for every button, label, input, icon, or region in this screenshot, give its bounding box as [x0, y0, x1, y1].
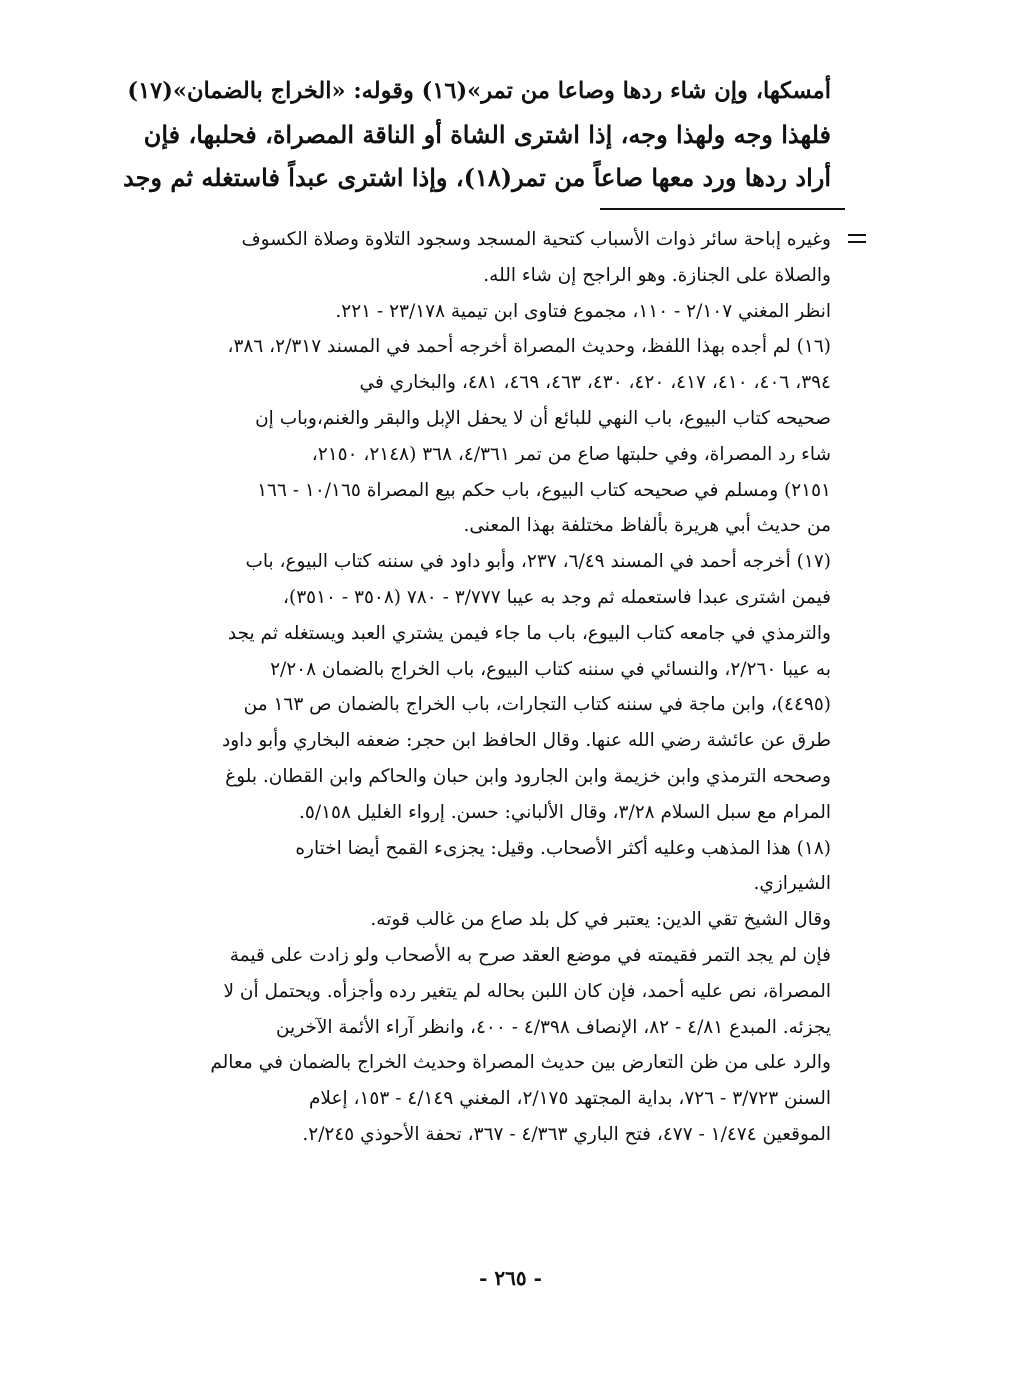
footnote-line: والصلاة على الجنازة. وهو الراجح إن شاء الله.: [483, 264, 831, 286]
footnote-line: الموقعين ١/٤٧٤ - ٤٧٧، فتح الباري ٤/٣٦٣ - ٣٦٧، تحفة الأحوذي ٢/٢٤٥.: [302, 1123, 831, 1145]
footnote-line: ٣٩٤، ٤٠٦، ٤١٠، ٤١٧، ٤٢٠، ٤٣٠، ٤٦٣، ٤٦٩، ٤٨١، والبخاري في: [359, 372, 831, 394]
footnote-line: شاء رد المصراة، وفي حلبتها صاع من تمر ٤/٣٦١، ٣٦٨ (٢١٤٨، ٢١٥٠،: [311, 443, 831, 465]
footnote-line: من حديث أبي هريرة بألفاظ مختلفة بهذا المعنى.: [463, 515, 831, 537]
footnote-line: والرد على من ظن التعارض بين حديث المصراة وحديث الخراج بالضمان في معالم: [210, 1052, 831, 1074]
main-text-line: فلهذا وجه ولهذا وجه، إذا اشترى الشاة أو الناقة المصراة، فحلبها، فإن: [143, 120, 831, 149]
footnote-line: المصراة، نص عليه أحمد، فإن كان اللبن بحاله لم يتغير رده وأجزأه. ويحتمل أن لا: [223, 980, 831, 1002]
footnote-line: طرق عن عائشة رضي الله عنها. وقال الحافظ ابن حجر: ضعفه البخاري وأبو داود: [221, 730, 831, 752]
footnote-line: فيمن اشترى عبدا فاستعمله ثم وجد به عيبا ٣/٧٧٧ - ٧٨٠ (٣٥٠٨ - ٣٥١٠)،: [283, 586, 831, 608]
footnote-line: به عيبا ٢/٢٦٠، والنسائي في سننه كتاب البيوع، باب الخراج بالضمان ٢/٢٠٨: [270, 658, 831, 680]
footnote-line: وغيره إباحة سائر ذوات الأسباب كتحية المسجد وسجود التلاوة وصلاة الكسوف: [241, 229, 831, 250]
continuation-marker: [848, 234, 866, 243]
footnote-line: صحيحه كتاب البيوع، باب النهي للبائع أن لا يحفل الإبل والبقر والغنم،وباب إن: [255, 407, 831, 429]
footnote-line: السنن ٣/٧٢٣ - ٧٢٦، بداية المجتهد ٢/١٧٥، المغني ٤/١٤٩ - ١٥٣، إعلام: [308, 1088, 831, 1110]
footnote-separator: [600, 208, 845, 210]
footnote-line: والترمذي في جامعه كتاب البيوع، باب ما جاء فيمن يشتري العبد ويستغله ثم يجد: [227, 622, 831, 644]
page-number: - ٢٦٥ -: [479, 1266, 542, 1290]
footnote-line: فإن لم يجد التمر فقيمته في موضع العقد صرح به الأصحاب ولو زادت على قيمة: [229, 944, 831, 966]
main-text-line: أراد ردها ورد معها صاعاً من تمر(١٨)، وإذا اشترى عبداً فاستغله ثم وجد: [123, 163, 831, 192]
main-text-block: [120, 70, 831, 199]
footnote-line: (١٨) هذا المذهب وعليه أكثر الأصحاب. وقيل: يجزىء القمح أيضا اختاره: [295, 837, 831, 859]
footnote-line: ٢١٥١) ومسلم في صحيحه كتاب البيوع، باب حكم بيع المصراة ١٠/١٦٥ - ١٦٦: [257, 479, 831, 501]
footnote-line: المرام مع سبل السلام ٣/٢٨، وقال الألباني: حسن. إرواء الغليل ٥/١٥٨.: [299, 801, 831, 823]
footnote-line: وقال الشيخ تقي الدين: يعتبر في كل بلد صاع من غالب قوته.: [370, 909, 831, 931]
footnote-line: (٤٤٩٥)، وابن ماجة في سننه كتاب التجارات، باب الخراج بالضمان ص ١٦٣ من: [243, 694, 831, 716]
footnote-line: يجزئه. المبدع ٤/٨١ - ٨٢، الإنصاف ٤/٣٩٨ - ٤٠٠، وانظر آراء الأئمة الآخرين: [275, 1016, 831, 1038]
footnote-line: انظر المغني ٢/١٠٧ - ١١٠، مجموع فتاوى ابن تيمية ٢٣/١٧٨ - ٢٢١.: [335, 300, 831, 322]
footnote-line: (١٦) لم أجده بهذا اللفظ، وحديث المصراة أخرجه أحمد في المسند ٢/٣١٧، ٣٨٦،: [227, 336, 831, 358]
footnotes-block: [120, 222, 831, 1153]
footnote-line: وصححه الترمذي وابن خزيمة وابن الجارود وابن حبان والحاكم وابن القطان. بلوغ: [225, 765, 831, 787]
main-text-line: أمسكها، وإن شاء ردها وصاعا من تمر»(١٦) وقوله: «الخراج بالضمان»(١٧): [127, 78, 831, 104]
footnote-line: الشيرازي.: [753, 873, 831, 895]
footnote-line: (١٧) أخرجه أحمد في المسند ٦/٤٩، ٢٣٧، وأبو داود في سننه كتاب البيوع، باب: [245, 551, 831, 573]
